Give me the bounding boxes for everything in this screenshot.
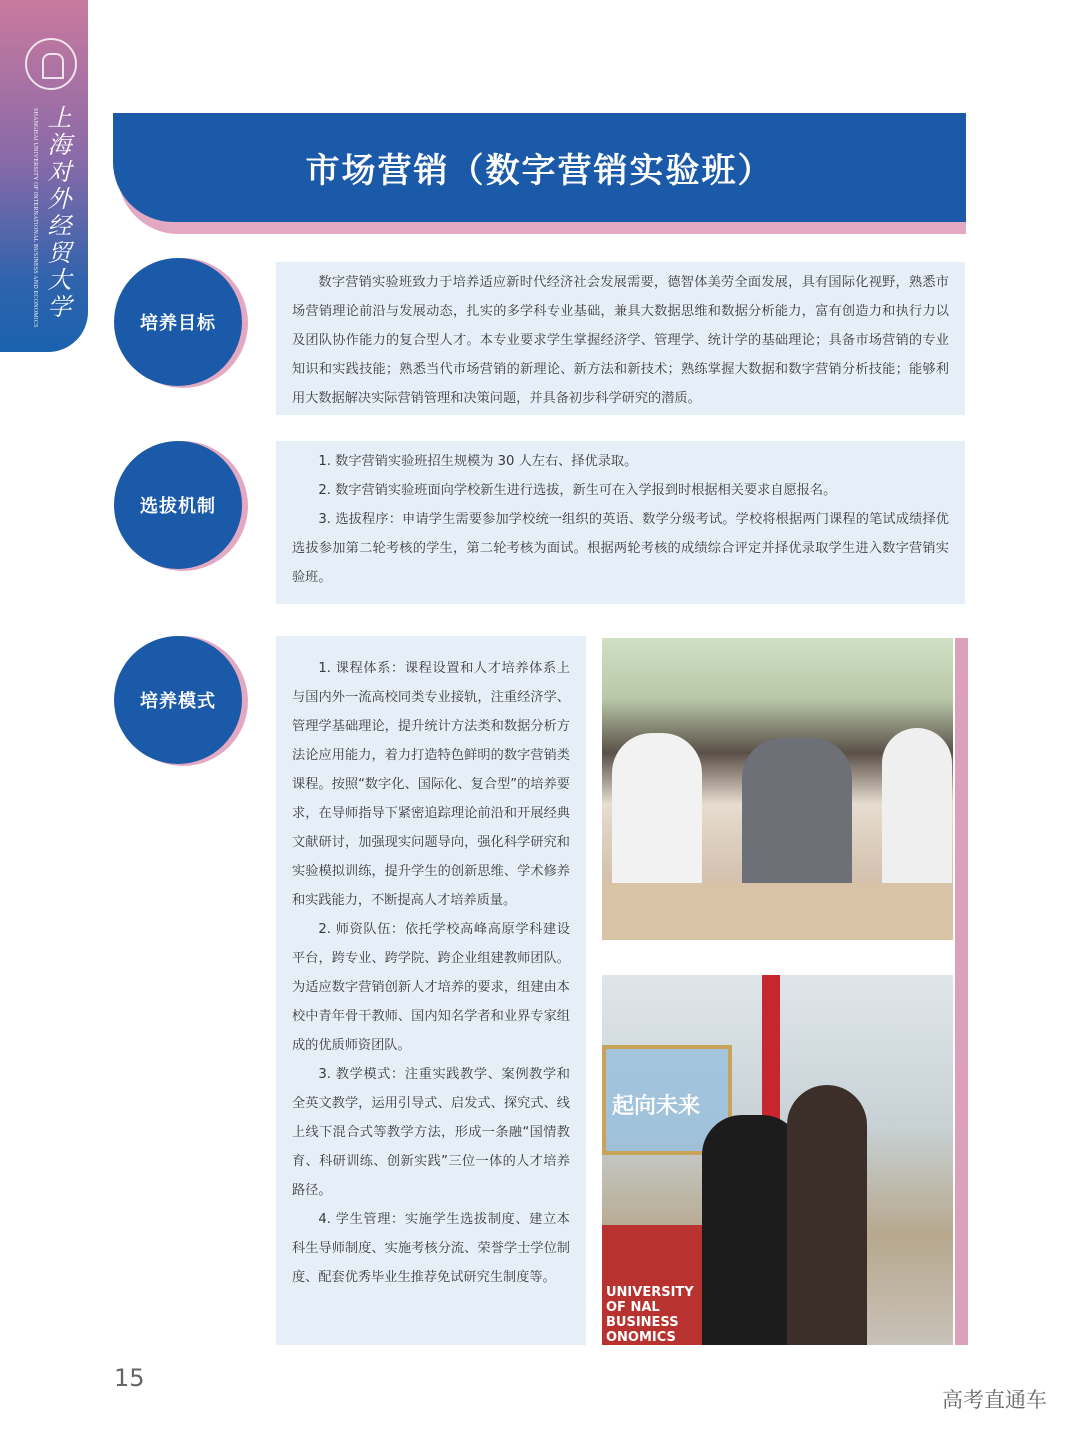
- paragraph: 2. 师资队伍：依托学校高峰高原学科建设平台，跨专业、跨学院、跨企业组建教师团队。为适应数字营销创新人才培养的要求，组建由本校中青年骨干教师、国内知名学者和业界专家组成的优质师资团队。: [292, 922, 570, 1053]
- paragraph: 1. 数字营销实验班招生规模为 30 人左右、择优录取。: [318, 454, 638, 469]
- sign-text: 起向未来: [602, 1045, 732, 1155]
- title-banner: [113, 113, 966, 222]
- sculpture-text: UNIVERSITY OF NAL BUSINESS ONOMICS: [602, 1225, 702, 1345]
- paragraph: 数字营销实验班致力于培养适应新时代经济社会发展需要，德智体美劳全面发展，具有国际化视野，熟悉市场营销理论前沿与发展动态，扎实的多学科专业基础，兼具大数据思维和数据分析能力，富有创造力和执行力以及团队协作能力的复合型人才。本专业要求学生掌握经济学、管理学、统计学的基础理论；具备市场营销的专业知识和实践技能；熟悉当代市场营销的新理论、新方法和新技术；熟练掌握大数据和数字营销分析技能；能够利用大数据解决实际营销管理和决策问题，并具备初步科学研究的潜质。: [292, 275, 949, 406]
- section-label: 培养模式: [114, 636, 242, 764]
- section-label: 培养目标: [114, 258, 242, 386]
- section-badge-selection: [114, 441, 244, 571]
- students-selfie-photo: [602, 975, 953, 1345]
- paragraph: 3. 教学模式：注重实践教学、案例教学和全英文教学，运用引导式、启发式、探究式、线上线下混合式等教学方法，形成一条融“国情教育、科研训练、创新实践”三位一体的人才培养路径。: [292, 1067, 570, 1198]
- section-badge-goal: [114, 258, 244, 388]
- section-label: 选拔机制: [114, 441, 242, 569]
- page-title: 市场营销（数字营销实验班）: [305, 151, 774, 191]
- watermark: 高考直通车: [942, 1388, 1047, 1412]
- section-selection-text: [276, 441, 965, 604]
- paragraph: 3. 选拔程序：申请学生需要参加学校统一组织的英语、数学分级考试。学校将根据两门课程的笔试成绩择优选拔参加第二轮考核的学生，第二轮考核为面试。根据两轮考核的成绩综合评定并择优录取学生进入数字营销实验班。: [292, 512, 949, 585]
- school-sidebar: [0, 0, 88, 352]
- paragraph: 1. 课程体系：课程设置和人才培养体系上与国内外一流高校同类专业接轨，注重经济学、管理学基础理论，提升统计方法类和数据分析方法论应用能力，着力打造特色鲜明的数字营销类课程。按照“数字化、国际化、复合型”的培养要求，在导师指导下紧密追踪理论前沿和开展经典文献研讨，加强现实问题导向，强化科学研究和实验模拟训练，提升学生的创新思维、学术修养和实践能力，不断提高人才培养质量。: [292, 661, 570, 908]
- section-badge-model: [114, 636, 244, 766]
- classroom-photo: [602, 638, 953, 940]
- decorative-bar: [955, 638, 968, 1345]
- school-name-english: SHANGHAI UNIVERSITY OF INTERNATIONAL BUSINESS AND ECONOMICS: [32, 108, 38, 328]
- paragraph: 2. 数字营销实验班面向学校新生进行选拔，新生可在入学报到时根据相关要求自愿报名。: [318, 483, 837, 498]
- school-name: 上海对外经贸大学: [43, 105, 71, 321]
- page-number: 15: [114, 1364, 145, 1392]
- school-seal-icon: [25, 38, 77, 90]
- section-goal-text: [276, 262, 965, 415]
- paragraph: 4. 学生管理：实施学生选拔制度、建立本科生导师制度、实施考核分流、荣誉学士学位制度、配套优秀毕业生推荐免试研究生制度等。: [292, 1212, 570, 1285]
- section-model-text: [276, 636, 586, 1345]
